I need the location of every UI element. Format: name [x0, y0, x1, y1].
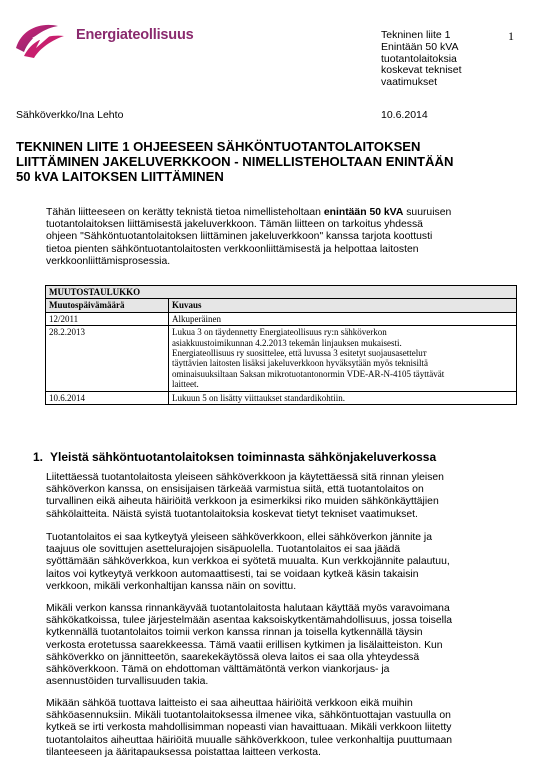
header-line: koskevat tekniset	[381, 64, 462, 77]
row-date: 10.6.2014	[46, 391, 169, 404]
header-line: vaatimukset	[381, 76, 438, 89]
intro-line: tietoa pienten sähköntuotantolaitosten verkkoonliittämisestä ja helpottaa laitosten	[46, 243, 419, 255]
row-date: 12/2011	[46, 312, 169, 325]
desc-line: laitteet.	[172, 379, 199, 390]
column-header-description: Kuvaus	[169, 299, 517, 312]
desc-line: ominaisuuksiltaan Saksan mikrotuotantonormin VDE-AR-N-4105 täyttävät	[172, 368, 445, 379]
desc-line: Lukuun 5 on lisätty viittaukset standardikohtiin.	[172, 392, 345, 403]
page-number: 1	[508, 29, 514, 43]
table-row	[46, 312, 517, 325]
author-line: Sähköverkko/Ina Lehto	[16, 109, 124, 121]
paragraph-line: sähköasennuksiin. Mikäli tuotantolaitoksessa ilmenee vika, sähköntuottajan vastuulla on	[46, 710, 451, 722]
desc-line: Lukua 3 on täydennetty Energiateollisuus ry:n sähköverkon	[172, 327, 387, 338]
intro-text: suuruisen	[403, 207, 452, 218]
intro-bold: enintään 50 kVA	[323, 207, 404, 218]
body-paragraph	[46, 698, 528, 759]
paragraph-line: asennustöiden turvallisuuden takia.	[46, 676, 209, 688]
paragraph-line: turvallinen eikä aiheuta häiriöitä verkkoon ja esimerkiksi riko muiden sähkönkäyttäjien	[46, 496, 439, 508]
intro-line: verkkoonliittämisprosessia.	[46, 255, 171, 267]
paragraph-line: Mikään sähköä tuottava laitteisto ei saa aiheuttaa häiriöitä verkkoon eikä muihin	[46, 698, 413, 709]
header-line: Enintään 50 kVA	[381, 40, 459, 53]
section-heading	[33, 450, 436, 464]
header-line: Tekninen liite 1	[381, 29, 451, 41]
desc-line: Energiateollisuus ry suosittelee, että luvussa 3 esitetyt suojausasetteluт	[172, 348, 427, 359]
body-paragraph	[46, 603, 528, 688]
body-paragraph	[46, 472, 528, 521]
paragraph-line: tilanteeseen ja ääritapauksessa poistattaa laitteen verkosta.	[46, 746, 321, 758]
table-caption-row	[46, 286, 517, 299]
desc-line: asiakkuustoimikunnan 4.2.2013 tekemän linjauksen mukaisesti.	[172, 337, 402, 348]
paragraph-line: kytkennällä tuotantolaitos toimii verkon kanssa rinnan ja toisella kytkennällä täysin	[46, 627, 423, 639]
paragraph-line: verkkoon, mikäli verkonhaltijan kanssa näin on sovittu.	[46, 580, 297, 592]
row-description	[169, 326, 517, 391]
intro-text: Tähän liitteeseen on kerätty teknistä tietoa nimellisteholtaan	[46, 207, 324, 218]
paragraph-line: laitos voi kytkeytyä verkkoon automaattisesti, tai se voidaan kytkeä käsin takaisin	[46, 568, 419, 580]
document-date: 10.6.2014	[381, 109, 428, 121]
table-header-row	[46, 299, 517, 312]
section-number: 1.	[33, 450, 44, 464]
paragraph-line: taajuus ole sovittujen asettelurajojen sisäpuolella. Tuotantolaitos ei saa jäädä	[46, 544, 401, 556]
logo-emblem-icon	[12, 20, 68, 60]
intro-paragraph	[46, 207, 528, 268]
table-row	[46, 391, 517, 404]
paragraph-line: sähköverkkoon. Tämä on ehdottoman välttämätöntä verkon viankorjaus- ja	[46, 664, 390, 676]
change-table	[45, 285, 517, 405]
paragraph-line: Tuotantolaitos ei saa kytkeytyä yleiseen sähköverkkoon, ellei sähköverkon jännite ja	[46, 532, 433, 543]
desc-line: Alkuperäinen	[172, 313, 221, 324]
document-header-info	[381, 30, 501, 89]
header-line: tuotantolaitoksia	[381, 52, 457, 65]
row-date: 28.2.2013	[46, 326, 169, 391]
paragraph-line: sähkölaitteita. Näistä syistä tuotantolaitoksia koskevat tietyt tekniset vaatimukset.	[46, 508, 418, 520]
document-title	[16, 139, 526, 185]
row-description	[169, 391, 517, 404]
paragraph-line: sähköverkon kanssa, on ensisijaisen tärkeää varmistua siitä, että tuotantolaitos on	[46, 484, 424, 496]
paragraph-line: sähkökatkoissa, tulee järjestelmään asentaa kaksoiskytkentämahdollisuus, jossa toisella	[46, 615, 453, 627]
logo-text: Energiateollisuus	[76, 27, 194, 43]
paragraph-line: Liitettäessä tuotantolaitosta yleiseen sähköverkkoon ja käytettäessä sitä rinnan yleisen	[46, 472, 444, 483]
title-line: LIITTÄMINEN JAKELUVERKKOON - NIMELLISTEHOLTAAN ENINTÄÄN	[16, 154, 454, 170]
column-header-date: Muutospäivämäärä	[46, 299, 169, 312]
energiateollisuus-logo	[12, 20, 232, 60]
title-line: 50 kVA LAITOKSEN LIITTÄMINEN	[16, 169, 224, 185]
body-paragraph	[46, 532, 528, 593]
desc-line: täyttävien laitosten lisäksi jakeluverkkoon hyväksytään myös teknisiltä	[172, 358, 428, 369]
intro-line: ohjeen "Sähköntuotantolaitoksen liittäminen jakeluverkkoon" kanssa tarjota koottusti	[46, 231, 433, 243]
title-line: TEKNINEN LIITE 1 OHJEESEEN SÄHKÖNTUOTANTOLAITOKSEN	[16, 139, 421, 154]
row-description	[169, 312, 517, 325]
paragraph-line: syöttämään sähköverkkoa, kun verkkoa ei syötetä muualta. Kun verkkojännite palautuu,	[46, 556, 450, 568]
paragraph-line: sähköverkko on jännitteetön, saarekekäytössä oleva laitos ei saa olla yhteydessä	[46, 651, 420, 663]
section-title: Yleistä sähköntuotantolaitoksen toiminnasta sähkönjakeluverkossa	[50, 450, 437, 464]
intro-line: tuotantolaitoksen liittämisestä jakeluverkkoon. Tämän liitteen on tarkoitus yhdessä	[46, 219, 423, 231]
paragraph-line: kytkeä se irti verkosta mahdollisimman nopeasti vian havaittuaan. Mikäli verkkoon liitetty	[46, 722, 452, 734]
paragraph-line: tuotantolaitos aiheuttaa häiriöitä muualle sähköverkkoon, tulee verkonhaltija puuttumaan	[46, 734, 453, 746]
table-caption: MUUTOSTAULUKKO	[46, 286, 517, 299]
paragraph-line: verkosta erotetussa saarekkeessa. Tämä vaatii erillisen kytkimen ja lisälaitteiston. Kun	[46, 639, 443, 651]
table-row	[46, 326, 517, 391]
paragraph-line: Mikäli verkon kanssa rinnankäyvää tuotantolaitosta halutaan käyttää myös varavoimana	[46, 603, 450, 614]
